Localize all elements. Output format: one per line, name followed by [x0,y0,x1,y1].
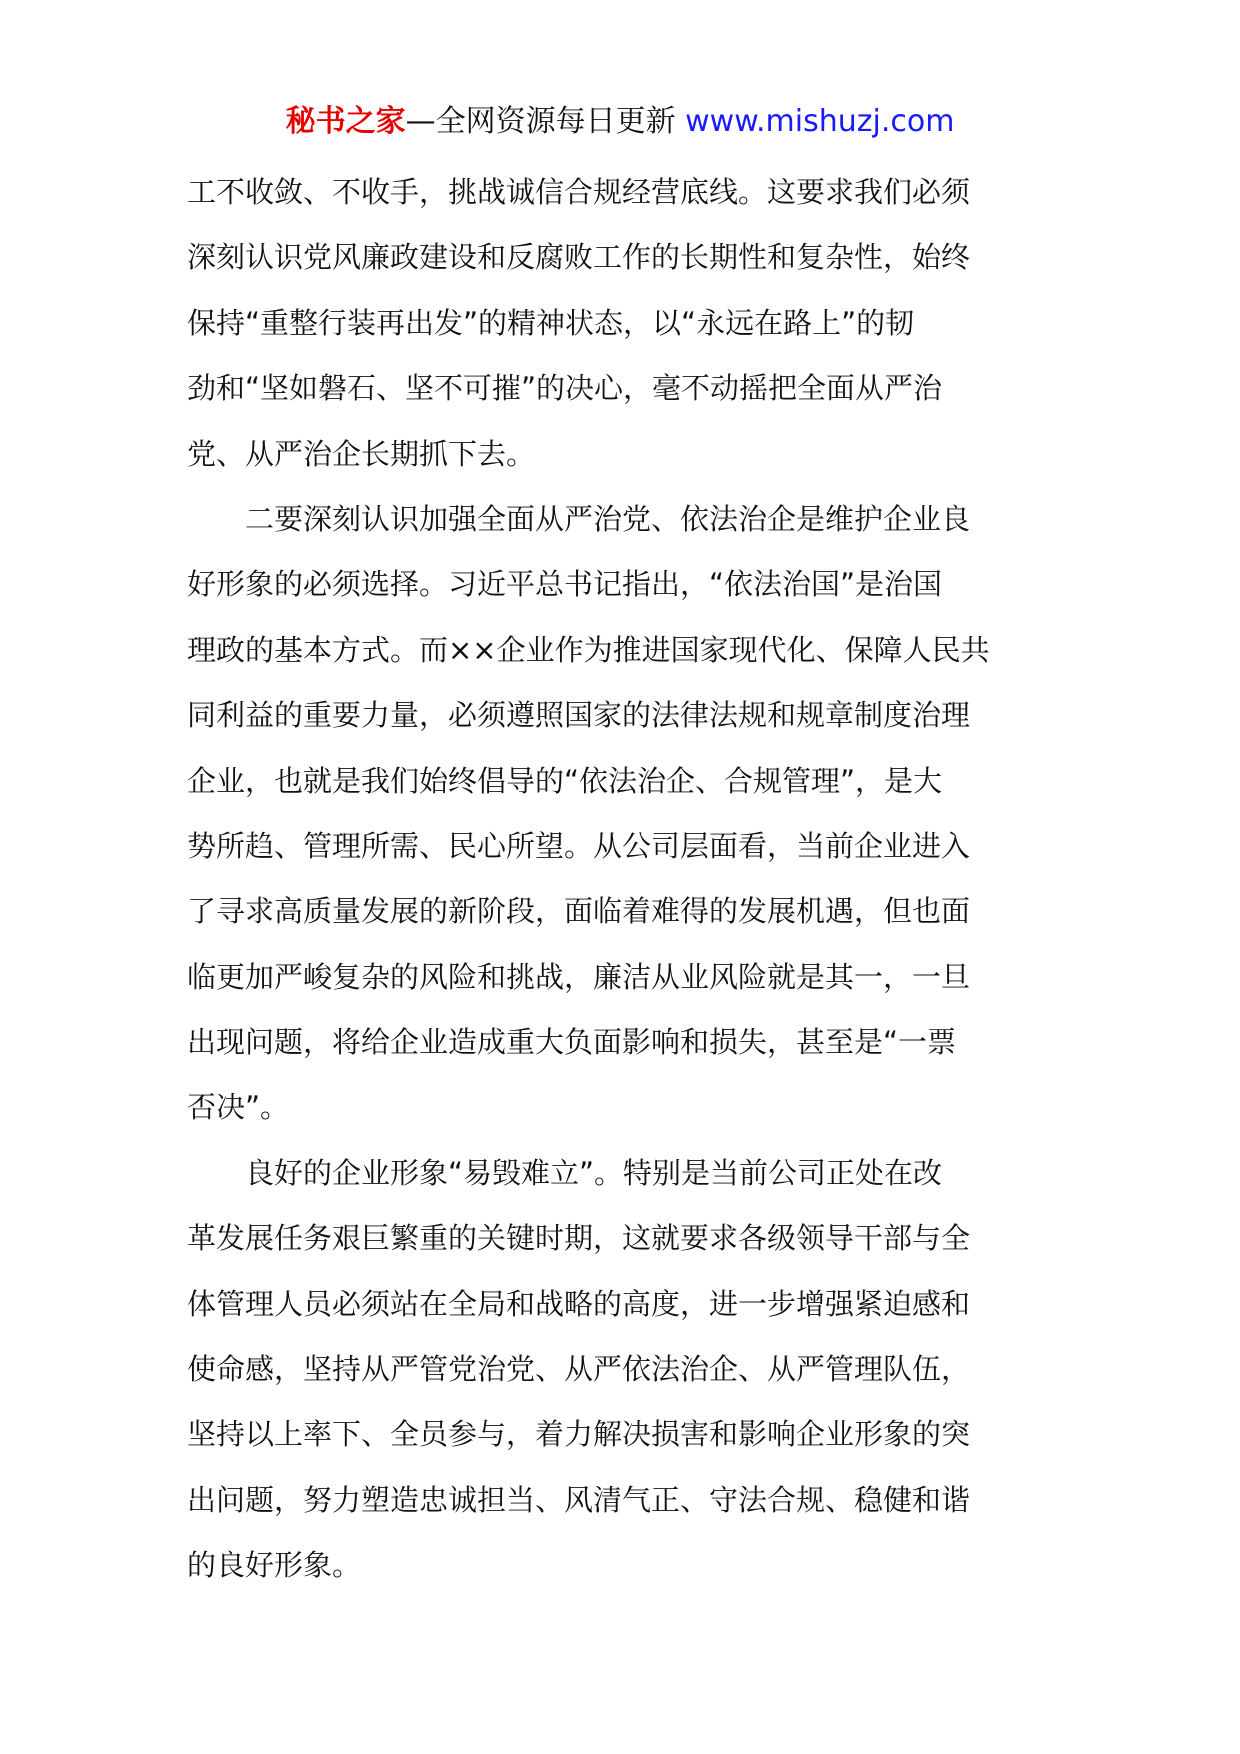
text-line: 势所趋、管理所需、民心所望。从公司层面看，当前企业进入 [187,828,971,863]
site-name: 秘书之家 [285,104,406,139]
text-line: 保持“重整行装再出发”的精神状态，以“永远在路上”的韧 [187,305,915,340]
text-line: 深刻认识党风廉政建设和反腐败工作的长期性和复杂性，始终 [187,240,971,275]
text-line: 革发展任务艰巨繁重的关键时期，这就要求各级领导干部与全 [187,1221,971,1256]
text-line: 同利益的重要力量，必须遵照国家的法律法规和规章制度治理 [187,698,971,733]
text-line: 坚持以上率下、全员参与，着力解决损害和影响企业形象的突 [187,1417,971,1452]
text-line: 的良好形象。 [187,1548,362,1583]
text-line: 临更加严峻复杂的风险和挑战，廉洁从业风险就是其一，一旦 [187,959,971,994]
text-line: 劲和“坚如磐石、坚不可摧”的决心，毫不动摇把全面从严治 [187,371,943,406]
page-header [0,102,1240,142]
text-line: 工不收敛、不收手，挑战诚信合规经营底线。这要求我们必须 [187,175,971,209]
text-line: 否决”。 [187,1090,290,1125]
text-line: 党、从严治企长期抓下去。 [187,436,536,471]
text-line: 理政的基本方式。而××企业作为推进国家现代化、保障人民共 [187,632,990,667]
site-url-link[interactable]: www.mishuzj.com [685,104,955,139]
text-line: 出问题，努力塑造忠诚担当、风清气正、守法合规、稳健和谐 [187,1482,971,1517]
text-line: 使命感，坚持从严管党治党、从严依法治企、从严管理队伍， [187,1352,971,1387]
document-body [187,160,1057,1599]
text-line: 了寻求高质量发展的新阶段，面临着难得的发展机遇，但也面 [187,894,971,929]
header-slogan: —全网资源每日更新 [405,104,686,139]
text-line: 良好的企业形象“易毁难立”。特别是当前公司正处在改 [187,1155,943,1190]
text-line: 出现问题，将给企业造成重大负面影响和损失，甚至是“一票 [187,1025,957,1060]
text-line: 二要深刻认识加强全面从严治党、依法治企是维护企业良 [187,501,971,536]
text-line: 体管理人员必须站在全局和战略的高度，进一步增强紧迫感和 [187,1286,971,1321]
text-line: 好形象的必须选择。习近平总书记指出，“依法治国”是治国 [187,567,943,602]
text-line: 企业，也就是我们始终倡导的“依法治企、合规管理”，是大 [187,763,943,798]
